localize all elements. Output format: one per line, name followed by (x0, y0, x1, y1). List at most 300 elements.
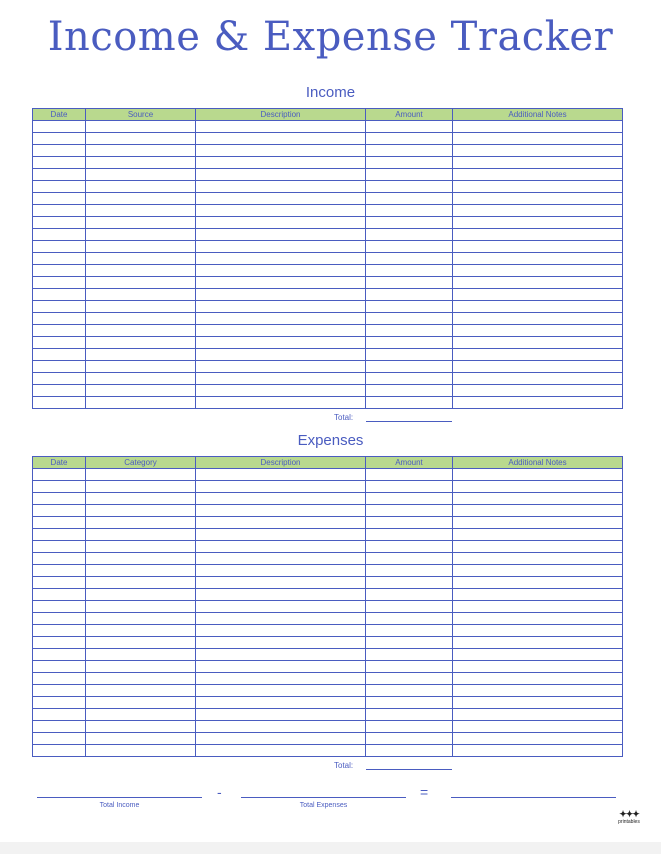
expense-row (33, 721, 623, 733)
income-cell-notes[interactable] (453, 145, 623, 157)
income-cell-date[interactable] (33, 337, 86, 349)
expense-cell-notes[interactable] (453, 721, 623, 733)
expense-row (33, 685, 623, 697)
income-cell-notes[interactable] (453, 193, 623, 205)
income-cell-amount[interactable] (366, 193, 453, 205)
expense-cell-notes[interactable] (453, 541, 623, 553)
expense-cell-date[interactable] (33, 637, 86, 649)
income-cell-date[interactable] (33, 241, 86, 253)
expense-cell-amount[interactable] (366, 541, 453, 553)
expense-cell-notes[interactable] (453, 481, 623, 493)
income-cell-source-or-category[interactable] (86, 361, 196, 373)
income-cell-amount[interactable] (366, 289, 453, 301)
income-cell-amount[interactable] (366, 397, 453, 409)
expense-cell-description[interactable] (196, 697, 366, 709)
expense-cell-notes[interactable] (453, 589, 623, 601)
income-cell-source-or-category[interactable] (86, 289, 196, 301)
expense-cell-source-or-category[interactable] (86, 613, 196, 625)
expense-cell-notes[interactable] (453, 649, 623, 661)
income-cell-description[interactable] (196, 301, 366, 313)
expense-cell-notes[interactable] (453, 625, 623, 637)
income-cell-description[interactable] (196, 145, 366, 157)
expense-cell-date[interactable] (33, 553, 86, 565)
expense-cell-date[interactable] (33, 469, 86, 481)
income-cell-date[interactable] (33, 349, 86, 361)
expense-cell-notes[interactable] (453, 517, 623, 529)
expense-cell-notes[interactable] (453, 637, 623, 649)
income-cell-source-or-category[interactable] (86, 205, 196, 217)
income-cell-notes[interactable] (453, 385, 623, 397)
expense-cell-notes[interactable] (453, 745, 623, 757)
expense-cell-source-or-category[interactable] (86, 721, 196, 733)
income-cell-notes[interactable] (453, 373, 623, 385)
expense-cell-amount[interactable] (366, 613, 453, 625)
expense-cell-date[interactable] (33, 565, 86, 577)
expense-cell-description[interactable] (196, 625, 366, 637)
income-row (33, 193, 623, 205)
income-row (33, 385, 623, 397)
income-cell-description[interactable] (196, 169, 366, 181)
income-heading: Income (305, 84, 356, 101)
income-cell-amount[interactable] (366, 121, 453, 133)
expense-row (33, 733, 623, 745)
expense-cell-description[interactable] (196, 685, 366, 697)
income-row (33, 397, 623, 409)
expense-cell-description[interactable] (196, 529, 366, 541)
expense-cell-description[interactable] (196, 721, 366, 733)
income-cell-source-or-category[interactable] (86, 373, 196, 385)
expense-cell-source-or-category[interactable] (86, 505, 196, 517)
income-cell-source-or-category[interactable] (86, 121, 196, 133)
income-cell-amount[interactable] (366, 181, 453, 193)
income-cell-source-or-category[interactable] (86, 277, 196, 289)
income-cell-date[interactable] (33, 217, 86, 229)
expense-cell-date[interactable] (33, 733, 86, 745)
income-row (33, 349, 623, 361)
total-expenses-label: Total Expenses (299, 802, 348, 809)
expense-cell-amount[interactable] (366, 553, 453, 565)
income-cell-notes[interactable] (453, 325, 623, 337)
expense-cell-amount[interactable] (366, 469, 453, 481)
expenses-col-date: Date (33, 457, 86, 469)
expense-cell-source-or-category[interactable] (86, 529, 196, 541)
income-cell-amount[interactable] (366, 325, 453, 337)
expense-cell-notes[interactable] (453, 565, 623, 577)
expense-cell-description[interactable] (196, 661, 366, 673)
income-cell-source-or-category[interactable] (86, 169, 196, 181)
income-cell-date[interactable] (33, 373, 86, 385)
expense-cell-date[interactable] (33, 601, 86, 613)
expense-cell-date[interactable] (33, 493, 86, 505)
expenses-col-category: Category (86, 457, 196, 469)
expense-cell-date[interactable] (33, 625, 86, 637)
income-cell-notes[interactable] (453, 361, 623, 373)
expense-cell-notes[interactable] (453, 577, 623, 589)
expense-cell-amount[interactable] (366, 709, 453, 721)
income-cell-description[interactable] (196, 289, 366, 301)
expense-cell-amount[interactable] (366, 661, 453, 673)
income-cell-date[interactable] (33, 253, 86, 265)
expense-cell-amount[interactable] (366, 601, 453, 613)
expense-cell-date[interactable] (33, 685, 86, 697)
income-col-source: Source (86, 109, 196, 121)
expense-cell-source-or-category[interactable] (86, 673, 196, 685)
income-cell-amount[interactable] (366, 361, 453, 373)
expense-cell-date[interactable] (33, 589, 86, 601)
expense-row (33, 673, 623, 685)
expense-row (33, 493, 623, 505)
income-cell-notes[interactable] (453, 253, 623, 265)
expense-row (33, 613, 623, 625)
income-cell-date[interactable] (33, 313, 86, 325)
expense-row (33, 637, 623, 649)
income-cell-description[interactable] (196, 181, 366, 193)
income-cell-amount[interactable] (366, 265, 453, 277)
expense-row (33, 577, 623, 589)
expense-cell-source-or-category[interactable] (86, 493, 196, 505)
income-cell-source-or-category[interactable] (86, 325, 196, 337)
expenses-table (32, 456, 623, 757)
expense-cell-source-or-category[interactable] (86, 649, 196, 661)
income-cell-notes[interactable] (453, 217, 623, 229)
income-row (33, 253, 623, 265)
expense-cell-amount[interactable] (366, 493, 453, 505)
expense-cell-amount[interactable] (366, 529, 453, 541)
income-cell-date[interactable] (33, 289, 86, 301)
expense-cell-date[interactable] (33, 481, 86, 493)
income-col-date: Date (33, 109, 86, 121)
expense-cell-description[interactable] (196, 613, 366, 625)
expense-cell-notes[interactable] (453, 709, 623, 721)
expense-cell-description[interactable] (196, 649, 366, 661)
income-total-label: Total: (334, 413, 354, 422)
income-cell-source-or-category[interactable] (86, 337, 196, 349)
expenses-total (334, 761, 353, 770)
expense-cell-description[interactable] (196, 517, 366, 529)
income-cell-amount[interactable] (366, 241, 453, 253)
expense-cell-description[interactable] (196, 709, 366, 721)
expense-row (33, 589, 623, 601)
expense-cell-amount[interactable] (366, 721, 453, 733)
income-row (33, 313, 623, 325)
expense-row (33, 625, 623, 637)
income-cell-source-or-category[interactable] (86, 313, 196, 325)
expense-cell-notes[interactable] (453, 493, 623, 505)
expense-cell-notes[interactable] (453, 697, 623, 709)
income-row (33, 361, 623, 373)
expense-cell-notes[interactable] (453, 505, 623, 517)
expense-cell-source-or-category[interactable] (86, 469, 196, 481)
expense-cell-notes[interactable] (453, 685, 623, 697)
income-cell-notes[interactable] (453, 181, 623, 193)
expense-cell-date[interactable] (33, 721, 86, 733)
expense-cell-amount[interactable] (366, 685, 453, 697)
income-cell-date[interactable] (33, 193, 86, 205)
income-row (33, 265, 623, 277)
expense-cell-notes[interactable] (453, 733, 623, 745)
income-cell-description[interactable] (196, 373, 366, 385)
income-cell-amount[interactable] (366, 313, 453, 325)
expense-cell-source-or-category[interactable] (86, 697, 196, 709)
income-cell-description[interactable] (196, 385, 366, 397)
income-cell-notes[interactable] (453, 265, 623, 277)
expense-cell-amount[interactable] (366, 565, 453, 577)
total-income-line[interactable] (37, 797, 202, 798)
expense-cell-source-or-category[interactable] (86, 733, 196, 745)
income-cell-source-or-category[interactable] (86, 145, 196, 157)
expense-row (33, 745, 623, 757)
income-cell-description[interactable] (196, 217, 366, 229)
income-cell-source-or-category[interactable] (86, 217, 196, 229)
expense-cell-date[interactable] (33, 541, 86, 553)
expense-cell-date[interactable] (33, 745, 86, 757)
expense-cell-description[interactable] (196, 505, 366, 517)
income-cell-description[interactable] (196, 337, 366, 349)
income-cell-date[interactable] (33, 265, 86, 277)
expense-cell-amount[interactable] (366, 577, 453, 589)
expense-cell-date[interactable] (33, 661, 86, 673)
income-cell-notes[interactable] (453, 349, 623, 361)
income-cell-notes[interactable] (453, 205, 623, 217)
income-cell-description[interactable] (196, 265, 366, 277)
income-cell-amount[interactable] (366, 205, 453, 217)
income-cell-date[interactable] (33, 397, 86, 409)
income-cell-source-or-category[interactable] (86, 157, 196, 169)
expense-cell-amount[interactable] (366, 517, 453, 529)
income-cell-source-or-category[interactable] (86, 265, 196, 277)
income-cell-date[interactable] (33, 361, 86, 373)
expenses-col-notes: Additional Notes (453, 457, 623, 469)
income-cell-date[interactable] (33, 301, 86, 313)
income-cell-description[interactable] (196, 205, 366, 217)
income-cell-notes[interactable] (453, 157, 623, 169)
expense-cell-source-or-category[interactable] (86, 637, 196, 649)
income-row (33, 157, 623, 169)
income-cell-amount[interactable] (366, 373, 453, 385)
income-cell-source-or-category[interactable] (86, 133, 196, 145)
expense-cell-notes[interactable] (453, 673, 623, 685)
income-cell-notes[interactable] (453, 229, 623, 241)
income-cell-amount[interactable] (366, 169, 453, 181)
income-cell-amount[interactable] (366, 277, 453, 289)
page-title: Income & Expense Tracker (47, 14, 614, 60)
income-cell-description[interactable] (196, 349, 366, 361)
expense-cell-amount[interactable] (366, 625, 453, 637)
income-row (33, 205, 623, 217)
expense-row (33, 601, 623, 613)
expense-cell-description[interactable] (196, 469, 366, 481)
expense-cell-source-or-category[interactable] (86, 685, 196, 697)
income-cell-notes[interactable] (453, 337, 623, 349)
income-cell-source-or-category[interactable] (86, 349, 196, 361)
expense-cell-amount[interactable] (366, 697, 453, 709)
expenses-total-line[interactable] (366, 769, 452, 770)
income-cell-amount[interactable] (366, 229, 453, 241)
expense-cell-description[interactable] (196, 589, 366, 601)
expense-row (33, 541, 623, 553)
income-cell-notes[interactable] (453, 169, 623, 181)
expense-cell-description[interactable] (196, 553, 366, 565)
income-cell-source-or-category[interactable] (86, 241, 196, 253)
income-cell-description[interactable] (196, 325, 366, 337)
income-cell-source-or-category[interactable] (86, 301, 196, 313)
expenses-total-label: Total: (334, 761, 354, 770)
expense-cell-source-or-category[interactable] (86, 589, 196, 601)
income-cell-source-or-category[interactable] (86, 397, 196, 409)
expense-cell-description[interactable] (196, 493, 366, 505)
expense-cell-amount[interactable] (366, 505, 453, 517)
expense-cell-notes[interactable] (453, 613, 623, 625)
income-cell-description[interactable] (196, 241, 366, 253)
expense-cell-source-or-category[interactable] (86, 661, 196, 673)
expense-cell-source-or-category[interactable] (86, 577, 196, 589)
income-cell-notes[interactable] (453, 301, 623, 313)
expense-row (33, 553, 623, 565)
income-cell-amount[interactable] (366, 385, 453, 397)
income-total-line[interactable] (366, 421, 452, 422)
income-row (33, 289, 623, 301)
income-cell-description[interactable] (196, 397, 366, 409)
income-cell-notes[interactable] (453, 313, 623, 325)
expense-cell-date[interactable] (33, 709, 86, 721)
income-cell-source-or-category[interactable] (86, 193, 196, 205)
income-cell-date[interactable] (33, 169, 86, 181)
income-row (33, 217, 623, 229)
expense-cell-description[interactable] (196, 481, 366, 493)
income-cell-source-or-category[interactable] (86, 253, 196, 265)
income-col-amount: Amount (366, 109, 453, 121)
expense-cell-source-or-category[interactable] (86, 481, 196, 493)
income-cell-date[interactable] (33, 277, 86, 289)
expense-cell-notes[interactable] (453, 601, 623, 613)
expense-cell-description[interactable] (196, 637, 366, 649)
income-cell-description[interactable] (196, 313, 366, 325)
expense-cell-date[interactable] (33, 673, 86, 685)
income-cell-amount[interactable] (366, 301, 453, 313)
expense-cell-date[interactable] (33, 517, 86, 529)
expense-cell-description[interactable] (196, 733, 366, 745)
income-cell-notes[interactable] (453, 397, 623, 409)
income-cell-description[interactable] (196, 157, 366, 169)
expense-cell-source-or-category[interactable] (86, 625, 196, 637)
income-cell-amount[interactable] (366, 349, 453, 361)
expense-cell-amount[interactable] (366, 733, 453, 745)
expense-cell-source-or-category[interactable] (86, 553, 196, 565)
income-cell-description[interactable] (196, 361, 366, 373)
income-cell-notes[interactable] (453, 289, 623, 301)
expense-row (33, 481, 623, 493)
income-cell-amount[interactable] (366, 145, 453, 157)
income-cell-source-or-category[interactable] (86, 229, 196, 241)
income-cell-description[interactable] (196, 277, 366, 289)
expense-cell-notes[interactable] (453, 469, 623, 481)
expense-cell-date[interactable] (33, 505, 86, 517)
expense-cell-description[interactable] (196, 565, 366, 577)
income-cell-amount[interactable] (366, 217, 453, 229)
expense-cell-date[interactable] (33, 697, 86, 709)
expense-cell-description[interactable] (196, 673, 366, 685)
expense-cell-date[interactable] (33, 577, 86, 589)
income-cell-notes[interactable] (453, 133, 623, 145)
income-cell-date[interactable] (33, 133, 86, 145)
income-cell-date[interactable] (33, 325, 86, 337)
expense-cell-date[interactable] (33, 613, 86, 625)
expense-row (33, 469, 623, 481)
income-row (33, 241, 623, 253)
expenses-col-amount: Amount (366, 457, 453, 469)
expense-cell-source-or-category[interactable] (86, 565, 196, 577)
expense-cell-amount[interactable] (366, 649, 453, 661)
expenses-heading: Expenses (297, 432, 364, 449)
total-expenses-line[interactable] (241, 797, 406, 798)
income-cell-notes[interactable] (453, 121, 623, 133)
expense-cell-amount[interactable] (366, 637, 453, 649)
income-cell-date[interactable] (33, 121, 86, 133)
expense-cell-description[interactable] (196, 577, 366, 589)
income-cell-description[interactable] (196, 133, 366, 145)
income-cell-description[interactable] (196, 193, 366, 205)
expense-cell-source-or-category[interactable] (86, 601, 196, 613)
net-result-line[interactable] (451, 797, 616, 798)
income-cell-source-or-category[interactable] (86, 181, 196, 193)
income-cell-description[interactable] (196, 229, 366, 241)
expense-cell-source-or-category[interactable] (86, 745, 196, 757)
income-cell-date[interactable] (33, 385, 86, 397)
income-row (33, 277, 623, 289)
expense-cell-amount[interactable] (366, 589, 453, 601)
expense-row (33, 661, 623, 673)
income-cell-source-or-category[interactable] (86, 385, 196, 397)
income-cell-notes[interactable] (453, 241, 623, 253)
expense-cell-amount[interactable] (366, 481, 453, 493)
income-total (334, 413, 353, 422)
expense-cell-date[interactable] (33, 529, 86, 541)
printables-logo (612, 810, 646, 825)
income-cell-date[interactable] (33, 229, 86, 241)
income-row (33, 169, 623, 181)
expense-cell-notes[interactable] (453, 553, 623, 565)
income-cell-amount[interactable] (366, 337, 453, 349)
expense-cell-notes[interactable] (453, 529, 623, 541)
income-cell-description[interactable] (196, 121, 366, 133)
income-cell-notes[interactable] (453, 277, 623, 289)
expense-cell-description[interactable] (196, 541, 366, 553)
income-cell-date[interactable] (33, 205, 86, 217)
income-row (33, 325, 623, 337)
printables-logo-text: printables (618, 819, 640, 825)
expense-cell-amount[interactable] (366, 745, 453, 757)
expense-cell-source-or-category[interactable] (86, 541, 196, 553)
income-row (33, 181, 623, 193)
income-cell-amount[interactable] (366, 253, 453, 265)
income-cell-amount[interactable] (366, 157, 453, 169)
income-cell-amount[interactable] (366, 133, 453, 145)
income-cell-description[interactable] (196, 253, 366, 265)
expense-cell-description[interactable] (196, 745, 366, 757)
expense-cell-description[interactable] (196, 601, 366, 613)
income-cell-date[interactable] (33, 145, 86, 157)
equals-sign: = (420, 784, 429, 800)
expense-cell-amount[interactable] (366, 673, 453, 685)
expense-cell-source-or-category[interactable] (86, 517, 196, 529)
expense-cell-notes[interactable] (453, 661, 623, 673)
expense-row (33, 517, 623, 529)
printables-logo-icon: ✦✦✦ (619, 809, 639, 819)
expense-cell-source-or-category[interactable] (86, 709, 196, 721)
income-cell-date[interactable] (33, 181, 86, 193)
income-cell-date[interactable] (33, 157, 86, 169)
expense-cell-date[interactable] (33, 649, 86, 661)
